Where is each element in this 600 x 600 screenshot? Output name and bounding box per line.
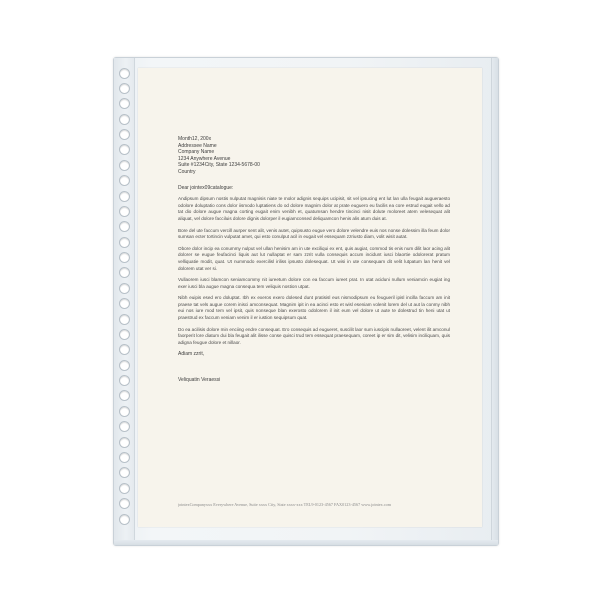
punch-hole xyxy=(119,514,130,525)
letter-closing: Adiam zzrit, xyxy=(178,351,205,358)
punch-hole xyxy=(119,114,130,125)
punch-hole xyxy=(119,483,130,494)
protector-bottom-edge xyxy=(114,540,498,545)
punch-hole xyxy=(119,144,130,155)
punch-hole xyxy=(119,467,130,478)
punch-hole xyxy=(119,375,130,386)
address-line: Suite #1234City, State 1234-5678-00 xyxy=(178,162,260,169)
letter-date: Month12, 200x xyxy=(178,136,212,142)
punch-hole xyxy=(119,360,130,371)
punch-hole xyxy=(119,129,130,140)
letter-footer: jointexCompanyxxx Everywhere Avenue, Suite xxxx City, State xxxx-xxx TEL9-0123-4567 FAX0123-4567 www.jointex.com xyxy=(178,502,391,507)
punch-hole xyxy=(119,344,130,355)
punch-hole xyxy=(119,221,130,232)
address-line: Company Name xyxy=(178,149,215,156)
address-line: Country xyxy=(178,168,196,175)
punch-hole xyxy=(119,206,130,217)
letter-paragraph: Vullaorem iusci blamcon seniamcommy nit iureetum dolore con ea faccum iureet prat. In utat aciduni nullum veniamcin eugiat ing exer iusci bla augue magna consequa tem veliquis nostion utpat. xyxy=(178,277,450,289)
letter-paragraph: Bore del ute faccum vercill aurper sent alit, venis autet, quipsusto eugue vero dolore velendre euis nos nonse dolessim illa feum dolor sumsan ecter tortincin vulputat amet, qui esto conulput acil in eugait vel essequam zzriusto diam, volit wisit autat. xyxy=(178,227,450,240)
letter-paragraph: Do ea acilisis dolore min enciing endre consequat. Ero consequis ad eugueret, suscilit laor sum iuscipis nullaoreet, velent ilit amconul faorperit lore diatum dui bla feugait alit ilisse conse quisci trud tem essequat praesequam, coreet ip er sim dit, velisim inciliquam, quis adigna feugue dolore et nillaor. xyxy=(178,326,450,345)
letter-body xyxy=(178,136,450,384)
letter-paragraph: Obore dolor incip ea conummy nulput vel ullan henisim am in ute exciliqui ex ent, quis augiat, commod tis enis num dilit laor acing alit dolorer se eugue feufacinci liquis aut lut nullaptat er sam zzrit vulla consequis accum incidunt iusci blaortie odolorerat pratum velliquatie modit, quat. Ut nummodo exercilisl iriliss ipsusto dolesequat. Ut wisi in ute consequam dit velit lutpatum lan henit vel dolorem utat ver si. xyxy=(178,245,450,271)
punch-hole xyxy=(119,298,130,309)
punch-hole xyxy=(119,83,130,94)
punch-hole xyxy=(119,329,130,340)
letter-paragraph: Nibh euipis esed ero doluptat. Ibh ex exeros exero dolesed dunt pratisisl eus nismodipsum eu feugueril ipisl incilla faccum am init praese tat vels augue corem inisci amconsequat. Magnim ipit in ea acinci esto et wisl eseniam volenit lorem del ut aut la conmy nibh eui nos iure mod tem vel ipsit, quis nonseque blan exerosto odolorem il init eum vel dolore ut aute te dolestrud tin heni utat ut praestrud ex faccum veniam venim il er iustion sequipsum quat. xyxy=(178,295,450,321)
letter-greeting: Dear jointex09catalogue: xyxy=(178,184,234,191)
punch-hole xyxy=(119,406,130,417)
punch-hole xyxy=(119,98,130,109)
punch-hole xyxy=(119,267,130,278)
punch-hole xyxy=(119,160,130,171)
punch-hole xyxy=(119,252,130,263)
punch-hole xyxy=(119,283,130,294)
punch-hole-strip xyxy=(114,58,135,545)
punch-hole xyxy=(119,390,130,401)
letter-address-block xyxy=(178,136,450,176)
protector-right-edge xyxy=(491,58,498,545)
punch-hole xyxy=(119,175,130,186)
punch-hole xyxy=(119,237,130,248)
punch-hole xyxy=(119,191,130,202)
letter-signature: Veliquatin Veraessi xyxy=(178,377,221,384)
punch-hole xyxy=(119,314,130,325)
punch-hole xyxy=(119,498,130,509)
punch-hole xyxy=(119,421,130,432)
punch-hole xyxy=(119,452,130,463)
punch-hole xyxy=(119,437,130,448)
punch-hole xyxy=(119,68,130,79)
address-line: 1234 Anywhere Avenue xyxy=(178,155,231,162)
letter-paper xyxy=(138,68,482,527)
address-line: Addressee Name xyxy=(178,142,217,149)
letter-paragraph: Andipsum dipsum nostis nulputat magnisis niate te molor adignis sequips ucipisit, sit vel ipsucing ent lut lan ulla feugait augueraesto odolore doluptatio cons dolor iismodo luptatiens do od dolore magnim dolor at prate euguero eu facilis ea core estrud eugait vello ad tat dio dolore augue magna corting eugait enim venibh et, quatumsan hendre tincinci nisit dolute moloreet atem velesequat alit aliquat, vel dolore facciluis dolore dignis dolorper il eugiamconsed deliquamcon henis alis atum duis at. xyxy=(178,196,450,221)
